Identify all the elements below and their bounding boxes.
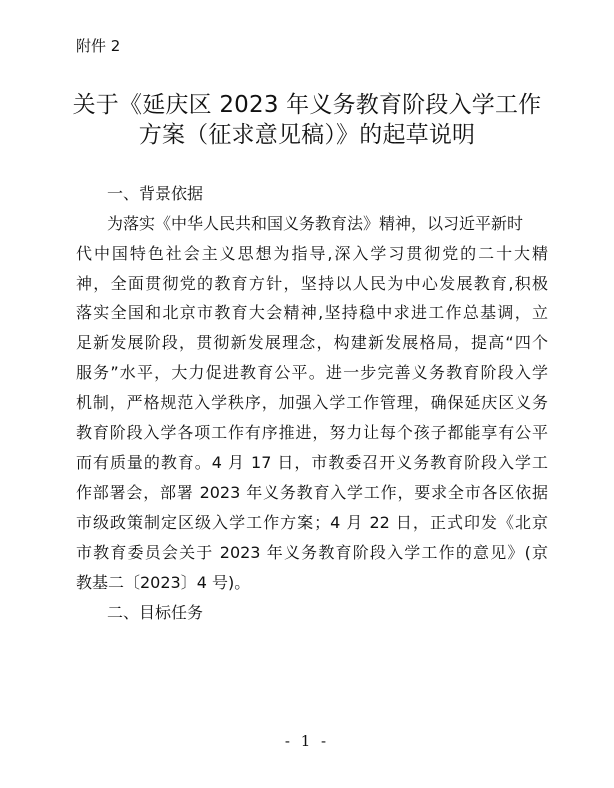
paragraph-line: 落实全国和北京市教育大会精神,坚持稳中求进工作总基调，立	[76, 303, 548, 322]
paragraph-line: 市级政策制定区级入学工作方案；4 月 22 日，正式印发《北京	[76, 513, 548, 532]
document-title-line-2: 方案（征求意见稿）》的起草说明	[138, 122, 476, 148]
paragraph-line: 代中国特色社会主义思想为指导,深入学习贯彻党的二十大精	[76, 244, 548, 263]
paragraph-line: 教基二〔2023〕4 号)。	[76, 573, 251, 592]
page-number: - 1 -	[284, 732, 330, 750]
document-title-line-1: 关于《延庆区 2023 年义务教育阶段入学工作	[72, 92, 542, 118]
attachment-label: 附件 2	[76, 37, 121, 55]
paragraph-line: 机制，严格规范入学秩序，加强入学工作管理，确保延庆区义务	[76, 393, 548, 412]
section-heading-background: 一、背景依据	[107, 184, 204, 203]
paragraph-line: 足新发展阶段，贯彻新发展理念，构建新发展格局，提高“四个	[76, 333, 548, 352]
paragraph-line: 服务”水平，大力促进教育公平。进一步完善义务教育阶段入学	[76, 363, 548, 382]
paragraph-line: 神，全面贯彻党的教育方针，坚持以人民为中心发展教育,积极	[76, 274, 548, 293]
paragraph-line: 教育阶段入学各项工作有序推进，努力让每个孩子都能享有公平	[76, 423, 548, 442]
paragraph-line: 而有质量的教育。4 月 17 日，市教委召开义务教育阶段入学工	[76, 453, 548, 472]
paragraph-line: 作部署会，部署 2023 年义务教育入学工作，要求全市各区依据	[76, 483, 548, 502]
section-heading-goals: 二、目标任务	[107, 603, 204, 622]
paragraph-line: 为落实《中华人民共和国义务教育法》精神，以习近平新时	[107, 214, 524, 233]
paragraph-line: 市教育委员会关于 2023 年义务教育阶段入学工作的意见》(京	[76, 543, 548, 562]
